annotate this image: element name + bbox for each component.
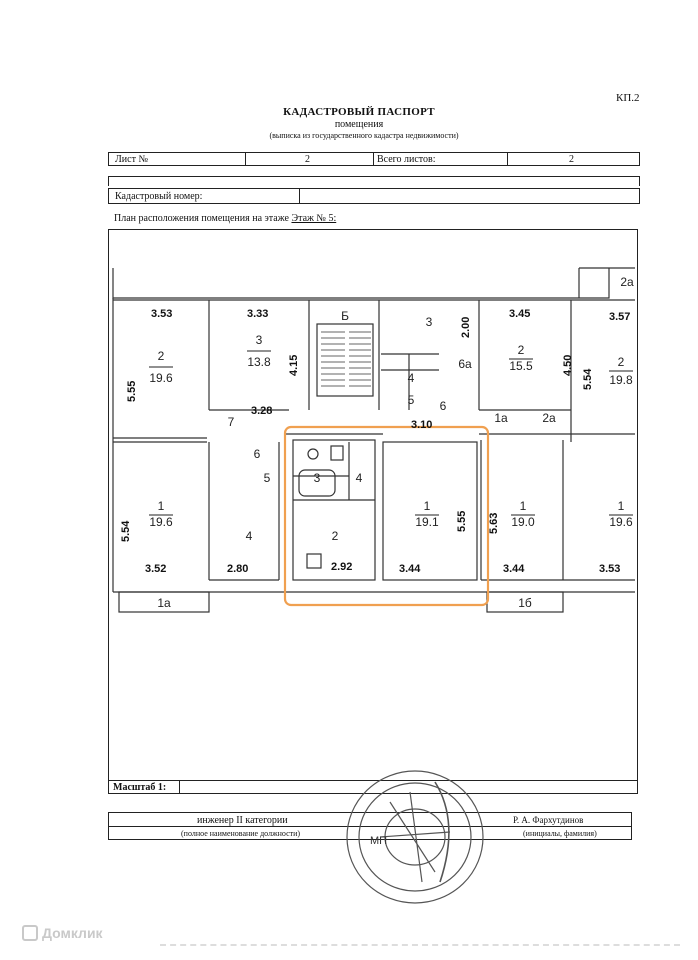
plan-label-text: 2а xyxy=(542,411,556,425)
position-title: инженер II категории xyxy=(197,815,288,826)
seal-stamp xyxy=(340,762,490,912)
form-code: КП.2 xyxy=(616,92,640,104)
plan-label-text: Б xyxy=(341,309,349,323)
dimension: 2.80 xyxy=(227,563,249,575)
plan-label-text: 1б xyxy=(518,596,532,610)
floor-plan-drawing xyxy=(109,230,639,782)
dimension: 5.55 xyxy=(456,510,468,532)
dimension: 3.28 xyxy=(251,405,273,417)
cadastral-top-line xyxy=(108,176,640,186)
plan-label-text: 1а xyxy=(494,411,508,425)
room-area: 15.5 xyxy=(509,359,533,373)
room-number: 2 xyxy=(157,349,165,363)
room-area: 19.8 xyxy=(609,373,633,387)
watermark-brand: Домклик xyxy=(42,925,103,941)
dimension: 2.92 xyxy=(331,561,353,573)
room-number: 1 xyxy=(157,499,165,513)
dimension: 2.00 xyxy=(460,316,472,338)
scale-label: Масштаб 1: xyxy=(113,781,167,793)
total-sheets-label: Всего листов: xyxy=(377,153,436,165)
sheet-value: 2 xyxy=(305,153,310,165)
document-subtitle: помещения xyxy=(334,119,384,130)
engineer-name: Р. А. Фархутдинов xyxy=(513,815,584,825)
floor-label: Этаж № 5: xyxy=(291,213,337,224)
plan-label-text: 3 xyxy=(313,471,321,485)
plan-label-text: 2а xyxy=(620,275,634,289)
floor-plan xyxy=(108,229,638,781)
document-title: КАДАСТРОВЫЙ ПАСПОРТ xyxy=(283,106,435,118)
dimension: 5.55 xyxy=(126,380,138,402)
plan-label-text: 7 xyxy=(227,415,235,429)
dimension: 4.15 xyxy=(288,354,300,376)
plan-label-text: 6 xyxy=(253,447,261,461)
room-number: 1 xyxy=(423,499,431,513)
room-area: 19.6 xyxy=(149,515,173,529)
plan-label-text: 1а xyxy=(157,596,171,610)
total-sheets-value: 2 xyxy=(569,153,574,165)
room-area: 19.6 xyxy=(609,515,633,529)
plan-label-text: 4 xyxy=(355,471,363,485)
room-number: 3 xyxy=(255,333,263,347)
room-number: 1 xyxy=(519,499,527,513)
dimension: 3.52 xyxy=(145,563,167,575)
sheet-label: Лист № xyxy=(115,153,148,165)
plan-label-text: 4 xyxy=(245,529,253,543)
dimension: 3.44 xyxy=(399,563,421,575)
watermark-logo xyxy=(22,925,103,941)
plan-label-text: 5 xyxy=(407,393,415,407)
room-number: 2 xyxy=(517,343,525,357)
dimension: 5.54 xyxy=(582,368,594,390)
plan-label: План расположения помещения на этаже Этаж № 5: xyxy=(114,213,337,224)
bottom-divider xyxy=(160,944,680,946)
dimension: 4.50 xyxy=(562,354,574,376)
name-note: (инициалы, фамилия) xyxy=(523,829,597,838)
cadastral-row xyxy=(108,188,640,204)
stamp-text: МП xyxy=(370,835,388,847)
position-note: (полное наименование должности) xyxy=(181,829,301,838)
cadastral-label: Кадастровый номер: xyxy=(115,190,203,202)
room-number: 1 xyxy=(617,499,625,513)
dimension: 3.10 xyxy=(411,419,433,431)
room-number: 2 xyxy=(617,355,625,369)
dimension: 3.53 xyxy=(599,563,621,575)
dimension: 3.44 xyxy=(503,563,525,575)
room-area: 19.1 xyxy=(415,515,439,529)
dimension: 5.63 xyxy=(488,512,500,534)
dimension: 3.53 xyxy=(151,308,173,320)
plan-label-text: 2 xyxy=(331,529,339,543)
logo-icon xyxy=(22,925,38,941)
room-area: 19.0 xyxy=(511,515,535,529)
plan-label-text: 6а xyxy=(458,357,472,371)
dimension: 3.57 xyxy=(609,311,631,323)
plan-label-text: 5 xyxy=(263,471,271,485)
dimension: 3.33 xyxy=(247,308,269,320)
document-note: (выписка из государственного кадастра недвижимости) xyxy=(269,131,459,140)
plan-label-text: 4 xyxy=(407,371,415,385)
plan-label-text: 3 xyxy=(425,315,433,329)
dimension: 3.45 xyxy=(509,308,531,320)
dimension: 5.54 xyxy=(120,520,132,542)
plan-label-text: 6 xyxy=(439,399,447,413)
sheet-row xyxy=(108,152,640,166)
room-area: 19.6 xyxy=(149,371,173,385)
room-area: 13.8 xyxy=(247,355,271,369)
